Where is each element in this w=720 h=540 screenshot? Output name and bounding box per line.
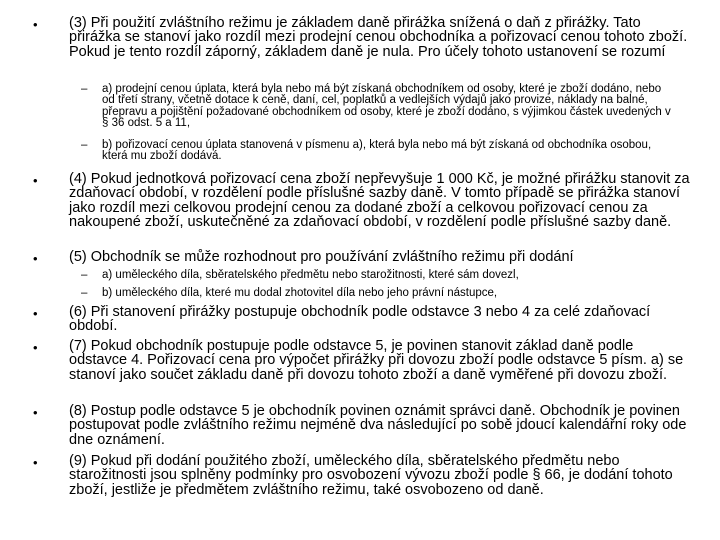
bullet: • (33, 455, 38, 470)
paragraph-text: (6) Při stanovení přirážky postupuje obchodník podle odstavce 3 nebo 4 za celé zdaňovací období. (69, 304, 651, 335)
dash: – (81, 83, 88, 95)
dash: – (81, 139, 88, 151)
bullet: • (33, 17, 38, 32)
paragraph-text: (4) Pokud jednotková pořizovací cena zboží nepřevyšuje 1 000 Kč, je možné přirážku stanovit za zdaňovací období, v rozdělení podle příslušné sazby daně. V tomto případě se přirážka stanoví jako rozdíl mezi celkovou prodejní cenou za dodané zboží a celkovou pořizovací cenou za nakoupené zboží, uskutečněné za zdaňovací období, v rozdělení podle příslušné sazby daně. (69, 171, 690, 230)
paragraph-text: (7) Pokud obchodník postupuje podle odstavce 5, je povinen stanovit základ daně podle odstavce 4. Pořizovací cena pro výpočet přirážky při dovozu zboží podle odstavce 5 písm. a) se stanoví jako součet základu daně při dovozu tohoto zboží a daně vyměřené při dovozu zboží. (69, 338, 684, 383)
dash: – (81, 269, 88, 281)
paragraph-text: (5) Obchodník se může rozhodnout pro používání zvláštního režimu při dodání (69, 249, 574, 265)
subitem-text: a) uměleckého díla, sběratelského předmětu nebo starožitnosti, které sám dovezl, (102, 269, 519, 281)
bullet: • (33, 173, 38, 188)
subitem-text: b) uměleckého díla, které mu dodal zhotovitel díla nebo jeho právní nástupce, (102, 287, 498, 299)
bullet: • (33, 251, 38, 266)
bullet: • (33, 405, 38, 420)
subitem-text: b) pořizovací cenou úplata stanovená v písmenu a), která byla nebo má být získaná od obchodníka osobou, která mu zboží dodává. (102, 139, 652, 163)
bullet: • (33, 306, 38, 321)
paragraph-text: (9) Pokud při dodání použitého zboží, uměleckého díla, sběratelského předmětu nebo starožitnosti jsou splněny podmínky pro osvobození vývozu zboží podle § 66, je dodání tohoto zboží, jestliže je předmětem zvláštního režimu, také osvobozeno od daně. (69, 453, 673, 498)
subitem-text: a) prodejní cenou úplata, která byla nebo má být získaná obchodníkem od osoby, které je zboží dodáno, nebo od třetí strany, včetně dotace k ceně, daní, cel, poplatků a vedlejších výdajů jako provize, náklady na balné, přepravu a pojištění požadované obchodníkem od osoby, které je zboží dodáno, s výjimkou částek uvedených v § 36 odst. 5 a 11, (102, 83, 671, 130)
dash: – (81, 287, 88, 299)
bullet: • (33, 340, 38, 355)
paragraph-text: (8) Postup podle odstavce 5 je obchodník povinen oznámit správci daně. Obchodník je povinen postupovat podle zvláštního režimu nejméně dva následující po sobě jdoucí kalendářní roky ode dne oznámení. (69, 403, 687, 448)
paragraph-text: (3) Při použití zvláštního režimu je základem daně přirážka snížená o daň z přirážky. Tato přirážka se stanoví jako rozdíl mezi prodejní cenou obchodníka a pořizovací cenou tohoto zboží. Pokud je tento rozdíl záporný, základem daně je nula. Pro účely tohoto ustanovení se rozumí (69, 15, 688, 60)
